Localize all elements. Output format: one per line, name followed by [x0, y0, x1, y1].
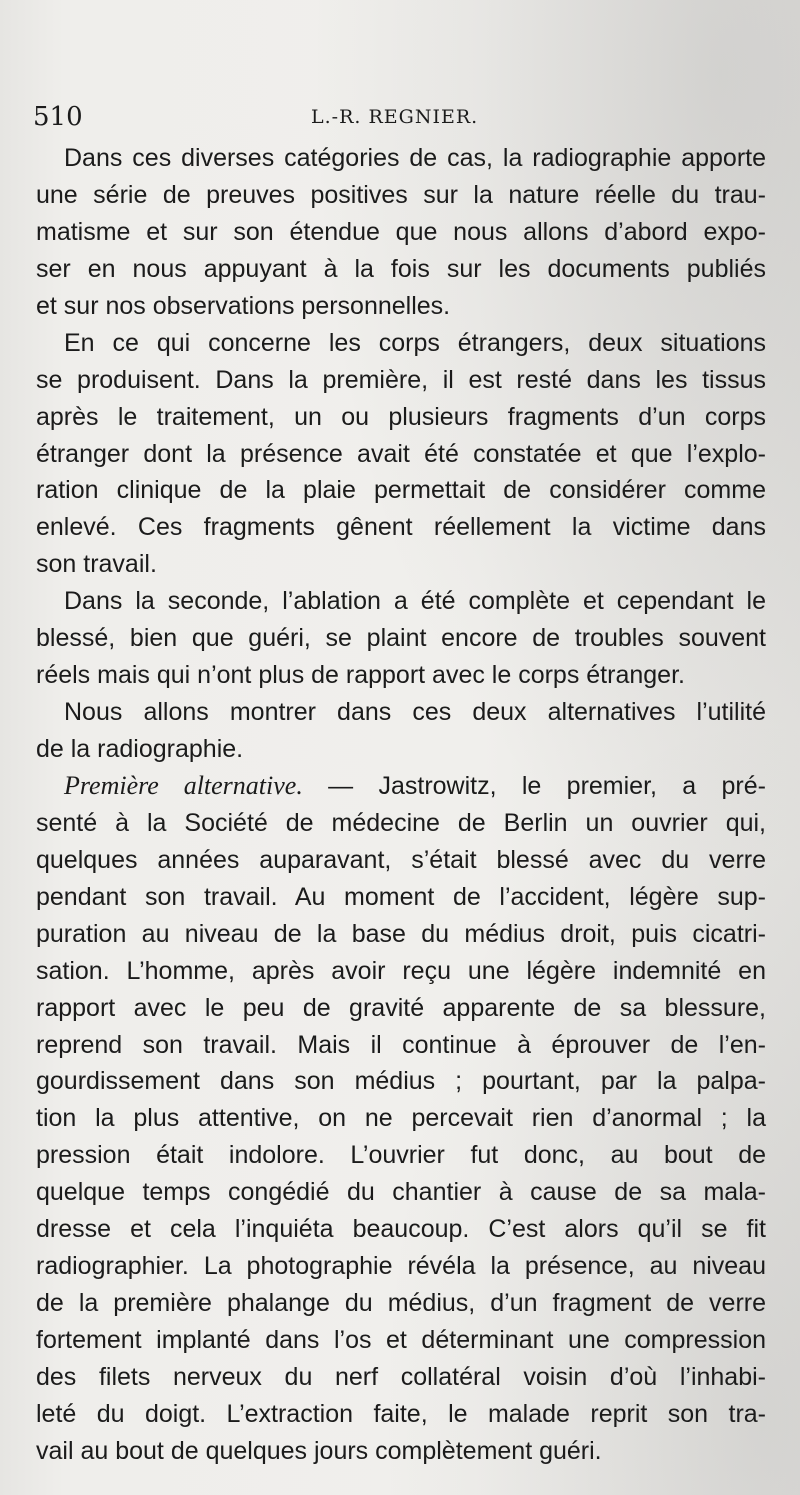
text-line: réels mais qui n’ont plus de rapport avec le corps étranger.	[36, 661, 685, 690]
text-line: senté à la Société de médecine de Berlin un ouvrier qui,	[36, 808, 766, 837]
paragraph-1	[36, 140, 766, 325]
text-line: se produisent. Dans la première, il est resté dans les tissus	[36, 365, 766, 394]
text-line: tion la plus attentive, on ne percevait rien d’anormal ; la	[36, 1104, 766, 1133]
text-line: étranger dont la présence avait été constatée et que l’explo-	[36, 439, 766, 468]
text-line: ser en nous appuyant à la fois sur les documents publiés	[36, 254, 766, 283]
text-line: puration au niveau de la base du médius droit, puis cicatri-	[36, 919, 766, 948]
text-line: En ce qui concerne les corps étrangers, deux situations	[64, 328, 766, 357]
paragraph-4	[36, 694, 766, 768]
text-line: blessé, bien que guéri, se plaint encore de troubles souvent	[36, 624, 766, 653]
text-line: une série de preuves positives sur la nature réelle du trau-	[36, 180, 766, 209]
page-number: 510	[33, 102, 83, 132]
paragraph-2	[36, 325, 766, 584]
text-line: pendant son travail. Au moment de l’accident, légère sup-	[36, 882, 766, 911]
paragraph-3	[36, 583, 766, 694]
text-line: quelques années auparavant, s’était blessé avec du verre	[36, 845, 766, 874]
text-line: gourdissement dans son médius ; pourtant, par la palpa-	[36, 1067, 766, 1096]
running-head: L.-R. REGNIER.	[311, 106, 479, 128]
text-line: reprend son travail. Mais il continue à éprouver de l’en-	[36, 1030, 766, 1059]
paragraph-5	[36, 768, 766, 1470]
section-heading-italic: Première alternative.	[64, 770, 303, 800]
heading-continuation: — Jastrowitz, le premier, a pré-	[302, 771, 766, 800]
text-line: enlevé. Ces fragments gênent réellement la victime dans	[36, 513, 766, 542]
text-line: et sur nos observations personnelles.	[36, 291, 451, 320]
text-line: rapport avec le peu de gravité apparente de sa blessure,	[36, 993, 766, 1022]
text-line: dresse et cela l’inquiéta beaucoup. C’est alors qu’il se fit	[36, 1215, 766, 1244]
text-line: radiographier. La photographie révéla la présence, au niveau	[36, 1252, 766, 1281]
text-line: de la première phalange du médius, d’un fragment de verre	[36, 1289, 766, 1318]
text-line: ration clinique de la plaie permettait de considérer comme	[36, 476, 766, 505]
text-line: des filets nerveux du nerf collatéral voisin d’où l’inhabi-	[36, 1362, 766, 1391]
text-line: leté du doigt. L’extraction faite, le malade reprit son tra-	[36, 1399, 766, 1428]
text-line: matisme et sur son étendue que nous allons d’abord expo-	[36, 217, 766, 246]
text-line: sation. L’homme, après avoir reçu une légère indemnité en	[36, 956, 766, 985]
text-line: Dans la seconde, l’ablation a été complète et cependant le	[64, 587, 766, 616]
text-line: pression était indolore. L’ouvrier fut donc, au bout de	[36, 1141, 766, 1170]
text-line: vail au bout de quelques jours complètement guéri.	[36, 1436, 602, 1465]
text-line-with-heading	[36, 768, 766, 805]
text-line: de la radiographie.	[36, 735, 244, 763]
page-header	[33, 100, 763, 134]
text-line: après le traitement, un ou plusieurs fragments d’un corps	[36, 402, 766, 431]
body-text	[36, 140, 766, 1470]
text-line: Dans ces diverses catégories de cas, la radiographie apporte	[64, 144, 766, 172]
text-line: son travail.	[36, 550, 157, 579]
text-line: quelque temps congédié du chantier à cause de sa mala-	[36, 1178, 766, 1207]
text-line: fortement implanté dans l’os et déterminant une compression	[36, 1326, 766, 1354]
text-line: Nous allons montrer dans ces deux alternatives l’utilité	[64, 698, 766, 727]
